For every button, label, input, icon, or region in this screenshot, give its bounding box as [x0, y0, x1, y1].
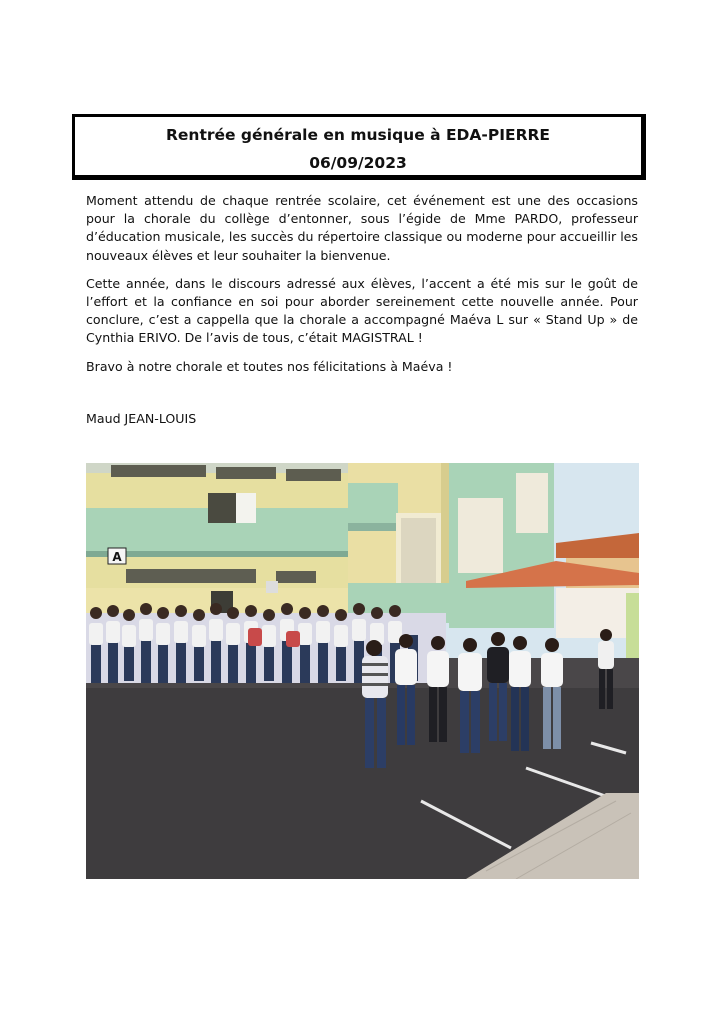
title-box [72, 114, 646, 180]
paragraph-3: Bravo à notre chorale et toutes nos félicitations à Maéva ! [86, 358, 453, 374]
page-title: Rentrée générale en musique à EDA-PIERRE [165, 126, 551, 144]
paragraph-2: Cette année, dans le discours adressé aux élèves, l’accent a été mis sur le goût de l’effort et la confiance en soi pour aborder sereinement cette nouvelle année. Pour conclure, c’est a cappella que la chorale a accompagné Maéva L sur « Stand Up » de Cynthia ERIVO. De l’avis de tous, c’était MAGISTRAL ! [86, 275, 638, 346]
page-date: 06/09/2023 [309, 154, 407, 172]
author-signature: Maud JEAN-LOUIS [86, 411, 197, 426]
paragraph-1: Moment attendu de chaque rentrée scolaire, cet événement est une des occasions pour la chorale du collège d’entonner, sous l’égide de Mme PARDO, professeur d’éducation musicale, les succès du répertoire classique ou moderne pour accueillir les nouveaux élèves et leur souhaiter la bienvenue. [86, 193, 638, 263]
building-sign-a: A [112, 550, 122, 564]
school-courtyard-photo [86, 463, 639, 879]
article-body [86, 192, 638, 386]
